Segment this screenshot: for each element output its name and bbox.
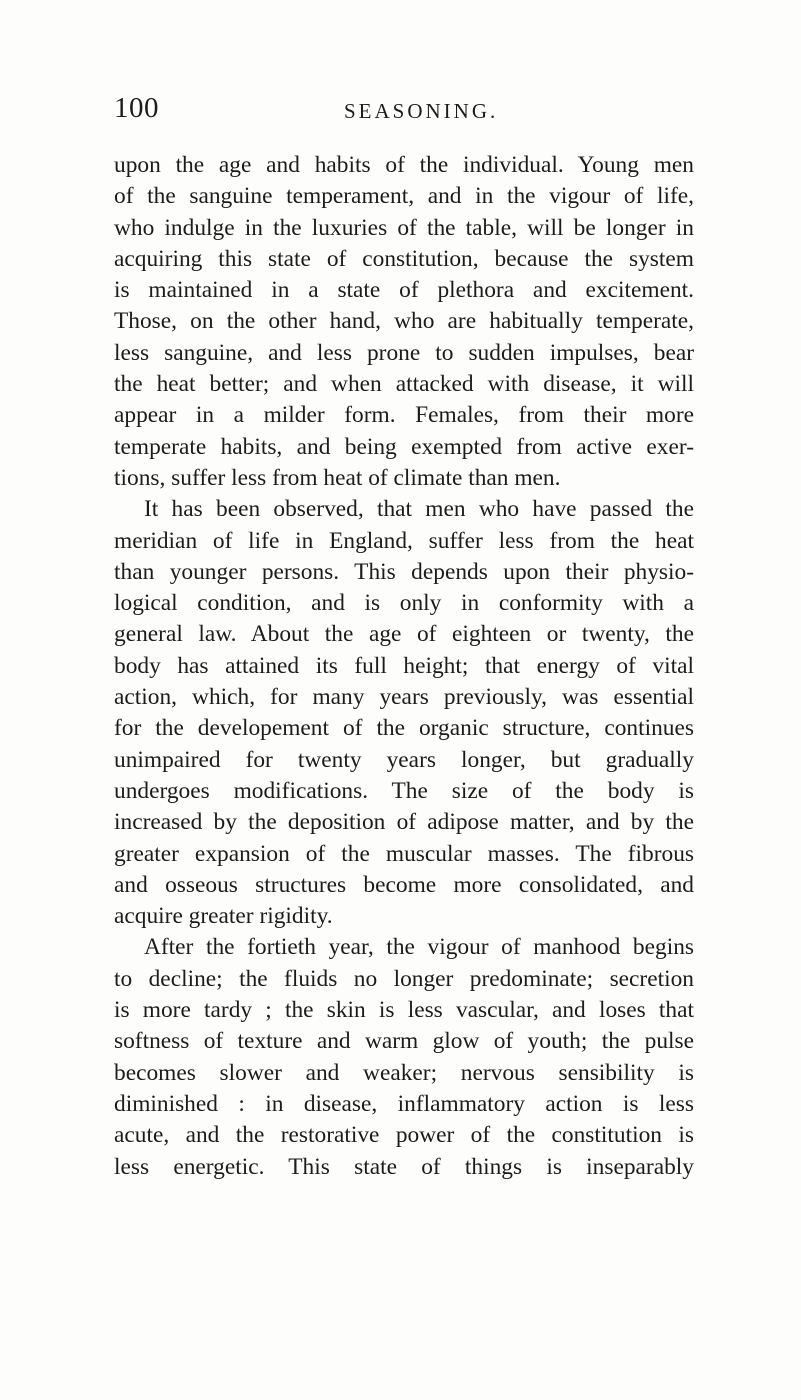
running-head	[114, 88, 694, 128]
page-number: 100	[114, 92, 159, 124]
text-line: After the fortieth year, the vigour of manhood begins	[144, 934, 694, 961]
body-text	[114, 150, 694, 1183]
text-line: less energetic. This state of things is inseparably	[114, 1153, 694, 1180]
text-line: acquiring this state of constitution, because the system	[114, 245, 694, 272]
text-line: is more tardy ; the skin is less vascular, and loses that	[114, 997, 694, 1024]
text-line: temperate habits, and being exempted from active exer-	[114, 433, 694, 460]
text-line: who indulge in the luxuries of the table, will be longer in	[114, 214, 694, 241]
text-line: of the sanguine temperament, and in the vigour of life,	[114, 183, 694, 210]
text-line: and osseous structures become more consolidated, and	[114, 871, 694, 898]
text-line: for the developement of the organic structure, continues	[114, 715, 694, 742]
running-title: SEASONING.	[344, 99, 499, 123]
text-line: tions, suffer less from heat of climate than men.	[114, 464, 561, 491]
text-line: meridian of life in England, suffer less from the heat	[114, 527, 694, 554]
text-line: less sanguine, and less prone to sudden impulses, bear	[114, 339, 694, 366]
text-line: undergoes modifications. The size of the body is	[114, 777, 694, 804]
text-line: acute, and the restorative power of the constitution is	[114, 1122, 694, 1149]
text-line: logical condition, and is only in conformity with a	[114, 590, 694, 617]
text-line: It has been observed, that men who have passed the	[144, 496, 694, 523]
text-line: acquire greater rigidity.	[114, 903, 333, 930]
text-line: unimpaired for twenty years longer, but gradually	[114, 746, 694, 773]
text-line: appear in a milder form. Females, from their more	[114, 402, 694, 429]
text-line: increased by the deposition of adipose matter, and by the	[114, 809, 694, 836]
text-line: becomes slower and weaker; nervous sensibility is	[114, 1059, 694, 1086]
text-line: greater expansion of the muscular masses. The fibrous	[114, 840, 694, 867]
text-line: the heat better; and when attacked with disease, it will	[114, 371, 694, 398]
text-line: general law. About the age of eighteen or twenty, the	[114, 621, 694, 648]
text-line: than younger persons. This depends upon their physio-	[114, 558, 694, 585]
text-line: is maintained in a state of plethora and excitement.	[114, 277, 694, 304]
text-line: body has attained its full height; that energy of vital	[114, 652, 694, 679]
text-line: to decline; the fluids no longer predominate; secretion	[114, 965, 694, 992]
text-line: action, which, for many years previously, was essential	[114, 684, 694, 711]
text-line: Those, on the other hand, who are habitually temperate,	[114, 308, 694, 335]
text-line: softness of texture and warm glow of youth; the pulse	[114, 1028, 694, 1055]
text-line: upon the age and habits of the individual. Young men	[114, 152, 694, 178]
text-line: diminished : in disease, inflammatory action is less	[114, 1090, 694, 1117]
